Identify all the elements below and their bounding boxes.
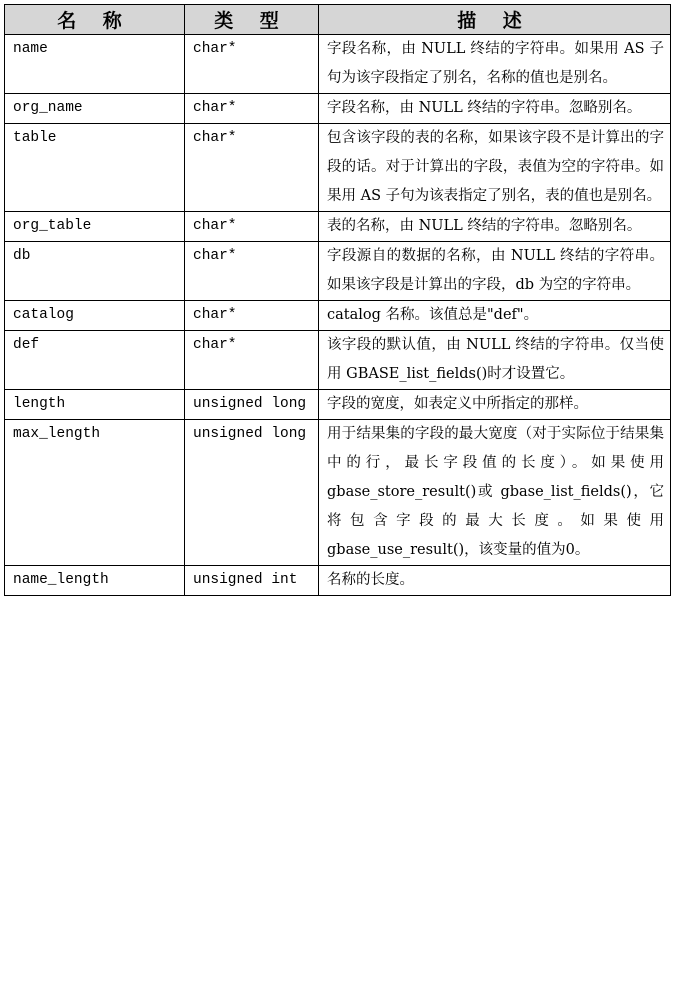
field-desc-cell: 包含该字段的表的名称，如果该字段不是计算出的字段的话。对于计算出的字段，表值为空的字符串。如果用 AS 子句为该表指定了别名，表的值也是别名。 (319, 124, 671, 212)
field-name-cell: length (5, 390, 185, 420)
header-type: 类 型 (185, 5, 319, 35)
field-desc-cell: 表的名称，由 NULL 终结的字符串。忽略别名。 (319, 212, 671, 242)
table-row (5, 566, 671, 596)
field-name-cell: max_length (5, 420, 185, 566)
table-row (5, 124, 671, 212)
header-row (5, 5, 671, 35)
field-desc-cell: 用于结果集的字段的最大宽度（对于实际位于结果集中的行，最长字段值的长度）。如果使用 gbase_store_result()或 gbase_list_fields()，它将包含字段的最大长度。如果使用 gbase_use_result()，该变量的值为0。 (319, 420, 671, 566)
table-row (5, 390, 671, 420)
field-name-cell: name_length (5, 566, 185, 596)
field-desc-cell: 该字段的默认值，由 NULL 终结的字符串。仅当使用 GBASE_list_fields()时才设置它。 (319, 331, 671, 390)
field-type-cell: char* (185, 124, 319, 212)
field-desc-cell: 字段源自的数据的名称，由 NULL 终结的字符串。如果该字段是计算出的字段，db 为空的字符串。 (319, 242, 671, 301)
field-spec-table (4, 4, 671, 596)
field-name-cell: catalog (5, 301, 185, 331)
table-row (5, 331, 671, 390)
header-description: 描 述 (319, 5, 671, 35)
table-row (5, 301, 671, 331)
header-name: 名 称 (5, 5, 185, 35)
table-row (5, 420, 671, 566)
table-row (5, 94, 671, 124)
field-desc-cell: 名称的长度。 (319, 566, 671, 596)
table-row (5, 242, 671, 301)
field-desc-cell: 字段名称，由 NULL 终结的字符串。如果用 AS 子句为该字段指定了别名，名称的值也是别名。 (319, 35, 671, 94)
field-type-cell: char* (185, 301, 319, 331)
field-name-cell: def (5, 331, 185, 390)
field-name-cell: table (5, 124, 185, 212)
field-desc-cell: catalog 名称。该值总是"def"。 (319, 301, 671, 331)
table-row (5, 212, 671, 242)
field-name-cell: org_name (5, 94, 185, 124)
field-desc-cell: 字段的宽度，如表定义中所指定的那样。 (319, 390, 671, 420)
field-type-cell: unsigned long (185, 390, 319, 420)
field-name-cell: db (5, 242, 185, 301)
field-type-cell: char* (185, 331, 319, 390)
field-type-cell: unsigned int (185, 566, 319, 596)
field-desc-cell: 字段名称，由 NULL 终结的字符串。忽略别名。 (319, 94, 671, 124)
field-type-cell: char* (185, 212, 319, 242)
field-type-cell: char* (185, 242, 319, 301)
field-name-cell: org_table (5, 212, 185, 242)
field-type-cell: unsigned long (185, 420, 319, 566)
field-type-cell: char* (185, 94, 319, 124)
field-type-cell: char* (185, 35, 319, 94)
field-name-cell: name (5, 35, 185, 94)
table-row (5, 35, 671, 94)
